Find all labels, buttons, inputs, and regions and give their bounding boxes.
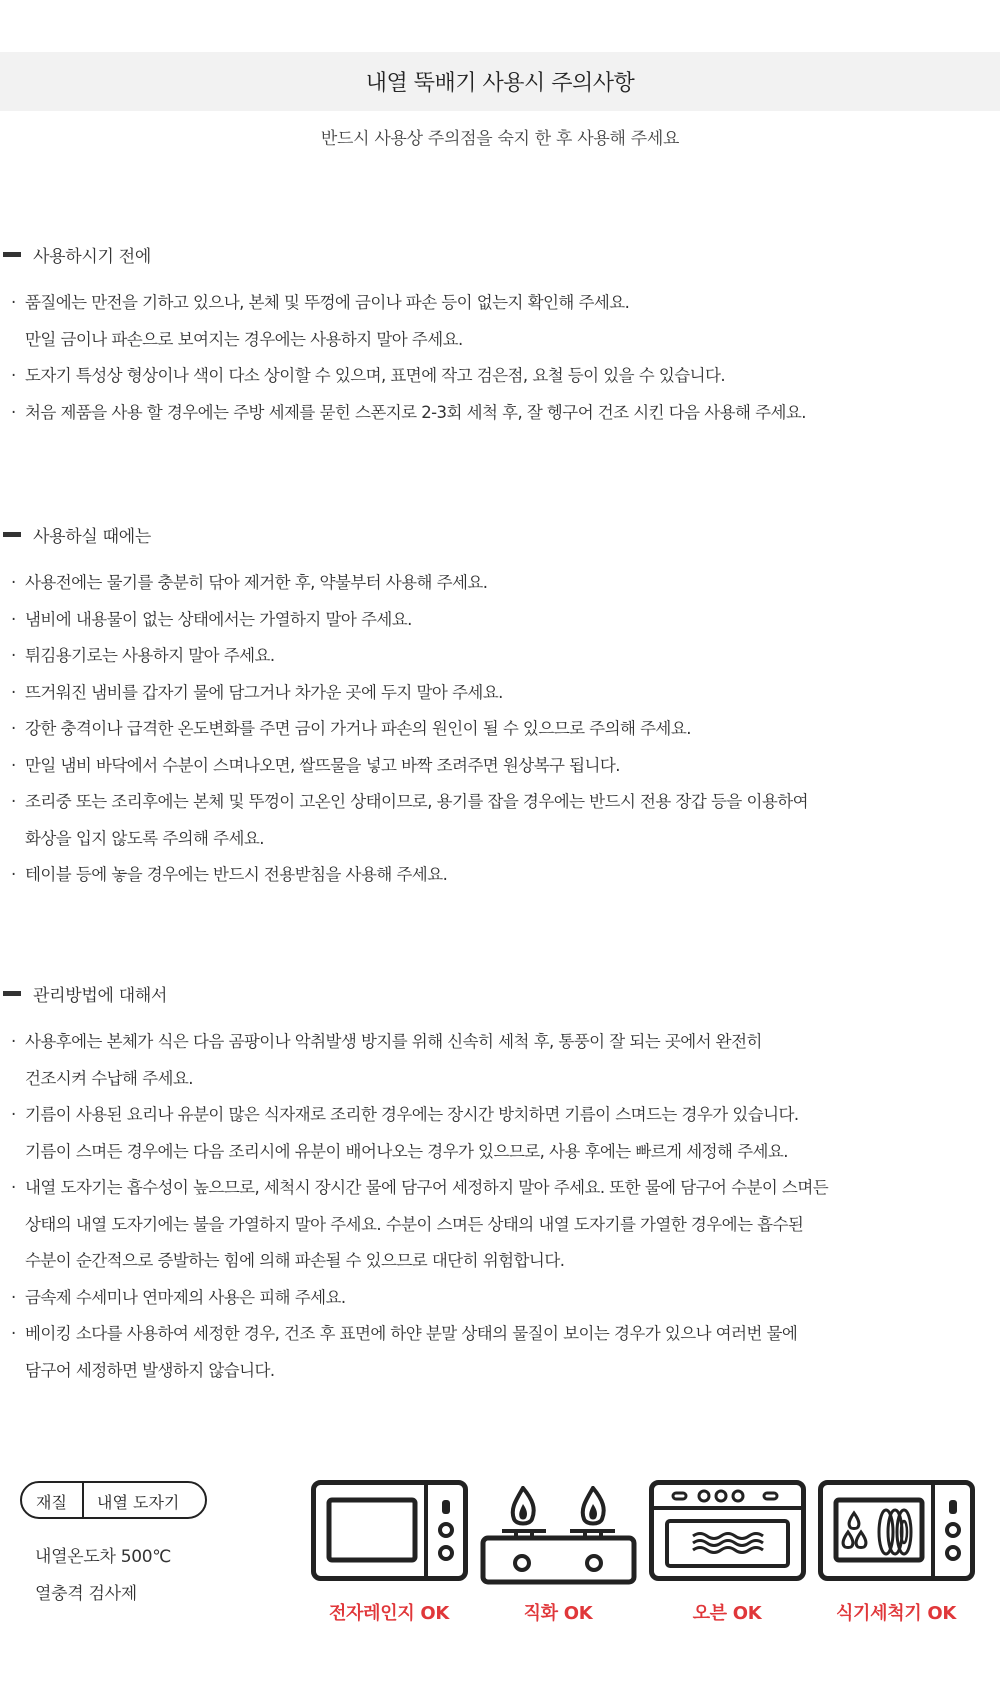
list-item	[0, 748, 1000, 785]
list-item-text: 만일 냄비 바닥에서 수분이 스며나오면, 쌀뜨물을 넣고 바짝 조려주면 원상복구 됩니다.	[25, 755, 620, 775]
list-item	[0, 784, 1000, 821]
bullet: ·	[11, 682, 16, 702]
section-before-use	[0, 240, 1000, 431]
list-item-text: 도자기 특성상 형상이나 색이 다소 상이할 수 있으며, 표면에 작고 검은점, 요철 등이 있을 수 있습니다.	[25, 366, 726, 385]
page-title: 내열 뚝배기 사용시 주의사항	[365, 71, 635, 96]
bullet: ·	[11, 293, 16, 312]
section-bar-icon	[3, 991, 21, 996]
section-bar-icon	[3, 532, 21, 537]
bullet: ·	[11, 1178, 16, 1197]
list-item	[0, 395, 1000, 432]
list-item	[0, 565, 1000, 602]
section-title: 관리방법에 대해서	[33, 986, 168, 1006]
list-item	[0, 322, 1000, 359]
material-key: 재질	[36, 1493, 67, 1512]
list-item	[0, 1280, 1000, 1317]
list-item	[0, 1353, 1000, 1390]
list-item-text: 강한 충격이나 급격한 온도변화를 주면 금이 가거나 파손의 원인이 될 수 있으므로 주의해 주세요.	[25, 719, 691, 738]
list-item	[0, 1024, 1000, 1061]
bullet: ·	[11, 1032, 16, 1051]
material-divider	[82, 1483, 84, 1517]
list-item	[0, 857, 1000, 894]
gas-stove-icon	[480, 1486, 637, 1586]
bullet: ·	[11, 573, 16, 592]
list-item-text: 냄비에 내용물이 없는 상태에서는 가열하지 말아 주세요.	[25, 609, 412, 629]
list-item-text: 상태의 내열 도자기에는 불을 가열하지 말아 주세요. 수분이 스며든 상태의 내열 도자기를 가열한 경우에는 흡수된	[25, 1214, 804, 1234]
dishwasher-icon	[818, 1480, 975, 1581]
list-item-text: 화상을 입지 않도록 주의해 주세요.	[25, 828, 264, 848]
list-item-text: 금속제 수세미나 연마제의 사용은 피해 주세요.	[25, 1287, 346, 1307]
section-during-use	[0, 520, 1000, 894]
bullet: ·	[11, 609, 16, 629]
bullet: ·	[11, 1287, 16, 1307]
bullet: ·	[11, 1324, 16, 1343]
bullet: ·	[11, 1105, 16, 1124]
bullet: ·	[11, 366, 16, 385]
oven-ok-label: 오븐 OK	[692, 1603, 762, 1624]
section-care	[0, 979, 1000, 1389]
bullet: ·	[11, 865, 16, 884]
list-item-text: 사용전에는 물기를 충분히 닦아 제거한 후, 약불부터 사용해 주세요.	[25, 573, 488, 592]
microwave-icon	[311, 1480, 468, 1581]
list-item-text: 사용후에는 본체가 식은 다음 곰팡이나 악취발생 방지를 위해 신속히 세척 후, 통풍이 잘 되는 곳에서 완전히	[25, 1032, 762, 1051]
title-band	[0, 52, 1000, 111]
material-badge	[20, 1481, 207, 1519]
section-title: 사용하실 때에는	[33, 527, 151, 547]
list-item-text: 조리중 또는 조리후에는 본체 및 뚜껑이 고온인 상태이므로, 용기를 잡을 경우에는 반드시 전용 장갑 등을 이용하여	[25, 792, 809, 811]
list-item-text: 테이블 등에 놓을 경우에는 반드시 전용받침을 사용해 주세요.	[25, 865, 448, 884]
bullet: ·	[11, 402, 16, 422]
list-item	[0, 285, 1000, 322]
list-item	[0, 1170, 1000, 1207]
section-header	[0, 979, 1000, 1009]
list-item-text: 기름이 스며든 경우에는 다음 조리시에 유분이 배어나오는 경우가 있으므로, 사용 후에는 빠르게 세정해 주세요.	[25, 1141, 788, 1161]
list-item	[0, 638, 1000, 675]
dishwasher-ok-label: 식기세척기 OK	[835, 1603, 957, 1624]
spec-heat-temp: 내열온도차 500℃	[35, 1547, 172, 1567]
bullet: ·	[11, 792, 16, 811]
list-item	[0, 675, 1000, 712]
material-value: 내열 도자기	[97, 1493, 180, 1512]
list-item	[0, 1207, 1000, 1244]
section-bar-icon	[3, 252, 21, 257]
list-item-text: 내열 도자기는 흡수성이 높으므로, 세척시 장시간 물에 담구어 세정하지 말아 주세요. 또한 물에 담구어 수분이 스며든	[25, 1178, 829, 1197]
list-item	[0, 1061, 1000, 1098]
bullet: ·	[11, 755, 16, 775]
spec-thermal-shock: 열충격 검사제	[35, 1584, 137, 1604]
section-header	[0, 240, 1000, 270]
list-item	[0, 602, 1000, 639]
section-title: 사용하시기 전에	[33, 247, 151, 267]
section-header	[0, 520, 1000, 550]
list-item-text: 처음 제품을 사용 할 경우에는 주방 세제를 묻힌 스폰지로 2-3회 세척 후, 잘 헹구어 건조 시킨 다음 사용해 주세요.	[25, 402, 806, 422]
list-item	[0, 1097, 1000, 1134]
direct-fire-ok-label: 직화 OK	[523, 1603, 593, 1624]
list-item	[0, 821, 1000, 858]
list-item-text: 뜨거워진 냄비를 갑자기 물에 담그거나 차가운 곳에 두지 말아 주세요.	[25, 682, 503, 702]
list-item-text: 튀김용기로는 사용하지 말아 주세요.	[25, 646, 275, 665]
microwave-ok-label: 전자레인지 OK	[328, 1603, 450, 1624]
list-item-text: 만일 금이나 파손으로 보여지는 경우에는 사용하지 말아 주세요.	[25, 329, 463, 349]
list-item-text: 건조시켜 수납해 주세요.	[25, 1068, 193, 1088]
list-item	[0, 1134, 1000, 1171]
list-item	[0, 1316, 1000, 1353]
list-item-text: 베이킹 소다를 사용하여 세정한 경우, 건조 후 표면에 하얀 분말 상태의 물질이 보이는 경우가 있으나 여러번 물에	[25, 1324, 798, 1343]
oven-icon	[649, 1480, 806, 1581]
list-item-text: 기름이 사용된 요리나 유분이 많은 식자재로 조리한 경우에는 장시간 방치하면 기름이 스며드는 경우가 있습니다.	[25, 1105, 799, 1124]
list-item-text: 품질에는 만전을 기하고 있으나, 본체 및 뚜껑에 금이나 파손 등이 없는지 확인해 주세요.	[25, 293, 630, 312]
list-item	[0, 1243, 1000, 1280]
list-item	[0, 711, 1000, 748]
list-item-text: 수분이 순간적으로 증발하는 힘에 의해 파손될 수 있으므로 대단히 위험합니다.	[25, 1251, 565, 1270]
list-item-text: 담구어 세정하면 발생하지 않습니다.	[25, 1360, 275, 1380]
bullet: ·	[11, 719, 16, 738]
page-subtitle: 반드시 사용상 주의점을 숙지 한 후 사용해 주세요	[320, 129, 680, 149]
list-item	[0, 358, 1000, 395]
bullet: ·	[11, 646, 16, 665]
